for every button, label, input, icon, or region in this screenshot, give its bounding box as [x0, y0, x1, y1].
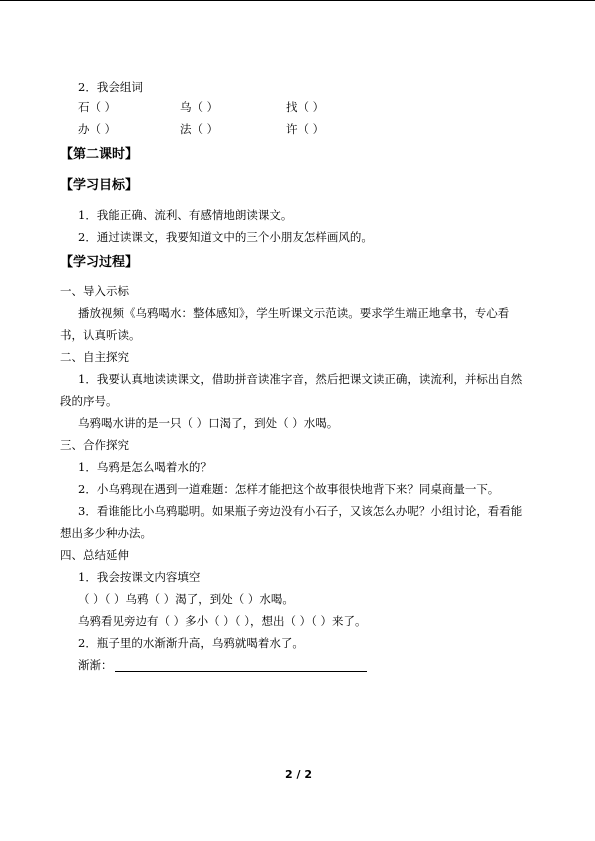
process-heading: 【学习过程】: [60, 255, 139, 270]
section-1-text-line-2: 书，认真听读。: [60, 328, 141, 342]
lesson-two-heading: 【第二课时】: [60, 147, 139, 162]
section-3-question-3-line-2: 想出多少种办法。: [60, 526, 152, 540]
word-blank-shi: 石（ ）: [78, 100, 117, 114]
section-4-title: 四、总结延伸: [60, 548, 129, 562]
section-4-item-2: 2．瓶子里的水渐渐升高，乌鸦就喝着水了。: [78, 636, 304, 650]
goals-heading: 【学习目标】: [60, 178, 139, 193]
word-blank-zhao: 找（ ）: [286, 100, 325, 114]
section-3-question-2: 2．小乌鸦现在遇到一道难题：怎样才能把这个故事很快地背下来？同桌商量一下。: [78, 482, 500, 496]
word-blank-xu: 许（ ）: [286, 122, 325, 136]
words-section-title: 2．我会组词: [78, 80, 143, 94]
section-1-title: 一、导入示标: [60, 284, 129, 298]
section-3-question-3-line-1: 3．看谁能比小乌鸦聪明。如果瓶子旁边没有小石子，又该怎么办呢？小组讨论，看看能: [78, 504, 523, 518]
section-3-question-1: 1．乌鸦是怎么喝着水的？: [78, 460, 212, 474]
word-blank-fa: 法（ ）: [180, 122, 219, 136]
section-2-fill-blank: 乌鸦喝水讲的是一只（ ）口渴了，到处（ ）水喝。: [78, 416, 339, 430]
jianjian-answer-line: [115, 671, 367, 672]
section-3-title: 三、合作探究: [60, 438, 129, 452]
goal-item-1: 1．我能正确、流利、有感情地朗读课文。: [78, 208, 293, 222]
section-4-item-1: 1．我会按课文内容填空: [78, 570, 201, 584]
section-4-fill-blank-2: 乌鸦看见旁边有（ ）多小（ ）（ ），想出（ ）（ ）来了。: [78, 614, 367, 628]
goal-item-2: 2．通过读课文，我要知道文中的三个小朋友怎样画风的。: [78, 230, 373, 244]
section-2-text-line-1: 1．我要认真地读读课文，借助拼音读准字音，然后把课文读正确，读流利，并标出自然: [78, 372, 523, 386]
jianjian-label: 渐渐：: [78, 658, 113, 672]
page-number: 2 / 2: [285, 768, 312, 781]
section-4-fill-blank-1: （ ）（ ）乌鸦（ ）渴了，到处（ ）水喝。: [78, 592, 294, 606]
section-2-text-line-2: 段的序号。: [60, 394, 118, 408]
section-1-text-line-1: 播放视频《乌鸦喝水：整体感知》，学生听课文示范读。要求学生端正地拿书，专心看: [78, 306, 510, 320]
word-blank-ban: 办（ ）: [78, 122, 117, 136]
section-2-title: 二、自主探究: [60, 350, 129, 364]
word-blank-wu: 乌（ ）: [180, 100, 219, 114]
